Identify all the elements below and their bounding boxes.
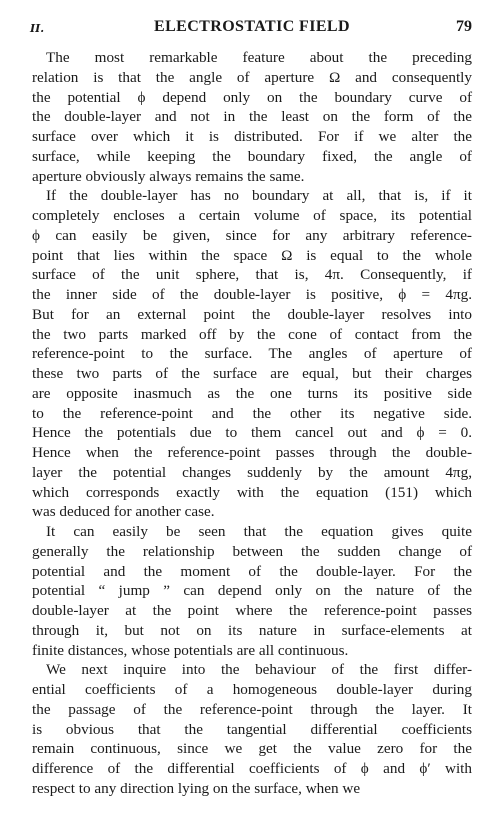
text-line: Hence when the reference-point passes through the double- [32, 444, 472, 461]
text-line: which corresponds exactly with the equation (151) which [32, 483, 472, 501]
text-line: surface, while keeping the boundary fixed, the angle of [32, 147, 472, 165]
text-line: are opposite inasmuch as the one turns its positive side [32, 384, 472, 402]
text-line: these two parts of the surface are equal, but their charges [32, 365, 472, 382]
text-line: was deduced for another case. [32, 503, 215, 521]
text-line: the potential ϕ depend only on the boundary curve of [32, 88, 472, 106]
text-line: respect to any direction lying on the surface, when we [32, 779, 361, 797]
text-line: difference of the differential coefficients of ϕ and ϕ′ with [32, 760, 472, 777]
chapter-number: II. [30, 22, 45, 35]
text-line: surface over which it is distributed. For if we alter the [32, 128, 472, 145]
text-line: is obvious that the tangential differential coefficients [32, 720, 472, 738]
page-number: 79 [456, 18, 472, 35]
text-line: the inner side of the double-layer is positive, ϕ = 4πg. [32, 286, 472, 303]
text-line: It can easily be seen that the equation gives quite [46, 523, 472, 540]
text-line: But for an external point the double-layer resolves into [32, 305, 472, 323]
text-line: ϕ can easily be given, since for any arbitrary reference- [32, 226, 472, 244]
text-line: through it, but not on its nature in surface-elements at [32, 621, 472, 639]
text-line: to the reference-point and the other its negative side. [32, 404, 472, 422]
text-line: remain continuous, since we get the value zero for the [32, 740, 472, 758]
text-line: completely encloses a certain volume of space, its potential [32, 207, 472, 224]
text-line: the passage of the reference-point through the layer. It [32, 700, 472, 718]
running-header [32, 18, 472, 40]
text-line: If the double-layer has no boundary at all, that is, if it [46, 187, 472, 205]
text-line: the double-layer and not in the least on the form of the [32, 108, 472, 126]
text-line: potential and the moment of the double-layer. For the [32, 562, 472, 580]
text-line: point that lies within the space Ω is equal to the whole [32, 246, 472, 264]
text-line: reference-point to the surface. The angles of aperture of [32, 345, 472, 363]
text-line: generally the relationship between the sudden change of [32, 542, 472, 560]
paragraph [32, 186, 472, 522]
body-text [32, 48, 472, 799]
running-title: ELECTROSTATIC FIELD [154, 18, 350, 35]
text-line: Hence the potentials due to them cancel out and ϕ = 0. [32, 424, 472, 442]
text-line: The most remarkable feature about the preceding [46, 49, 472, 66]
text-line: finite distances, whose potentials are all continuous. [32, 641, 349, 659]
book-page [32, 18, 472, 799]
text-line: surface of the unit sphere, that is, 4π. Consequently, if [32, 266, 472, 284]
text-line: aperture obviously always remains the same. [32, 167, 305, 185]
paragraph [32, 660, 472, 798]
text-line: double-layer at the point where the reference-point passes [32, 602, 472, 619]
paragraph [32, 48, 472, 186]
text-line: the two parts marked off by the cone of contact from the [32, 325, 472, 343]
text-line: potential “ jump ” can depend only on the nature of the [32, 582, 472, 600]
text-line: relation is that the angle of aperture Ω and consequently [32, 68, 472, 86]
text-line: We next inquire into the behaviour of the first differ- [46, 661, 472, 679]
paragraph [32, 522, 472, 660]
text-line: layer the potential changes suddenly by the amount 4πg, [32, 463, 472, 481]
text-line: ential coefficients of a homogeneous double-layer during [32, 681, 472, 698]
